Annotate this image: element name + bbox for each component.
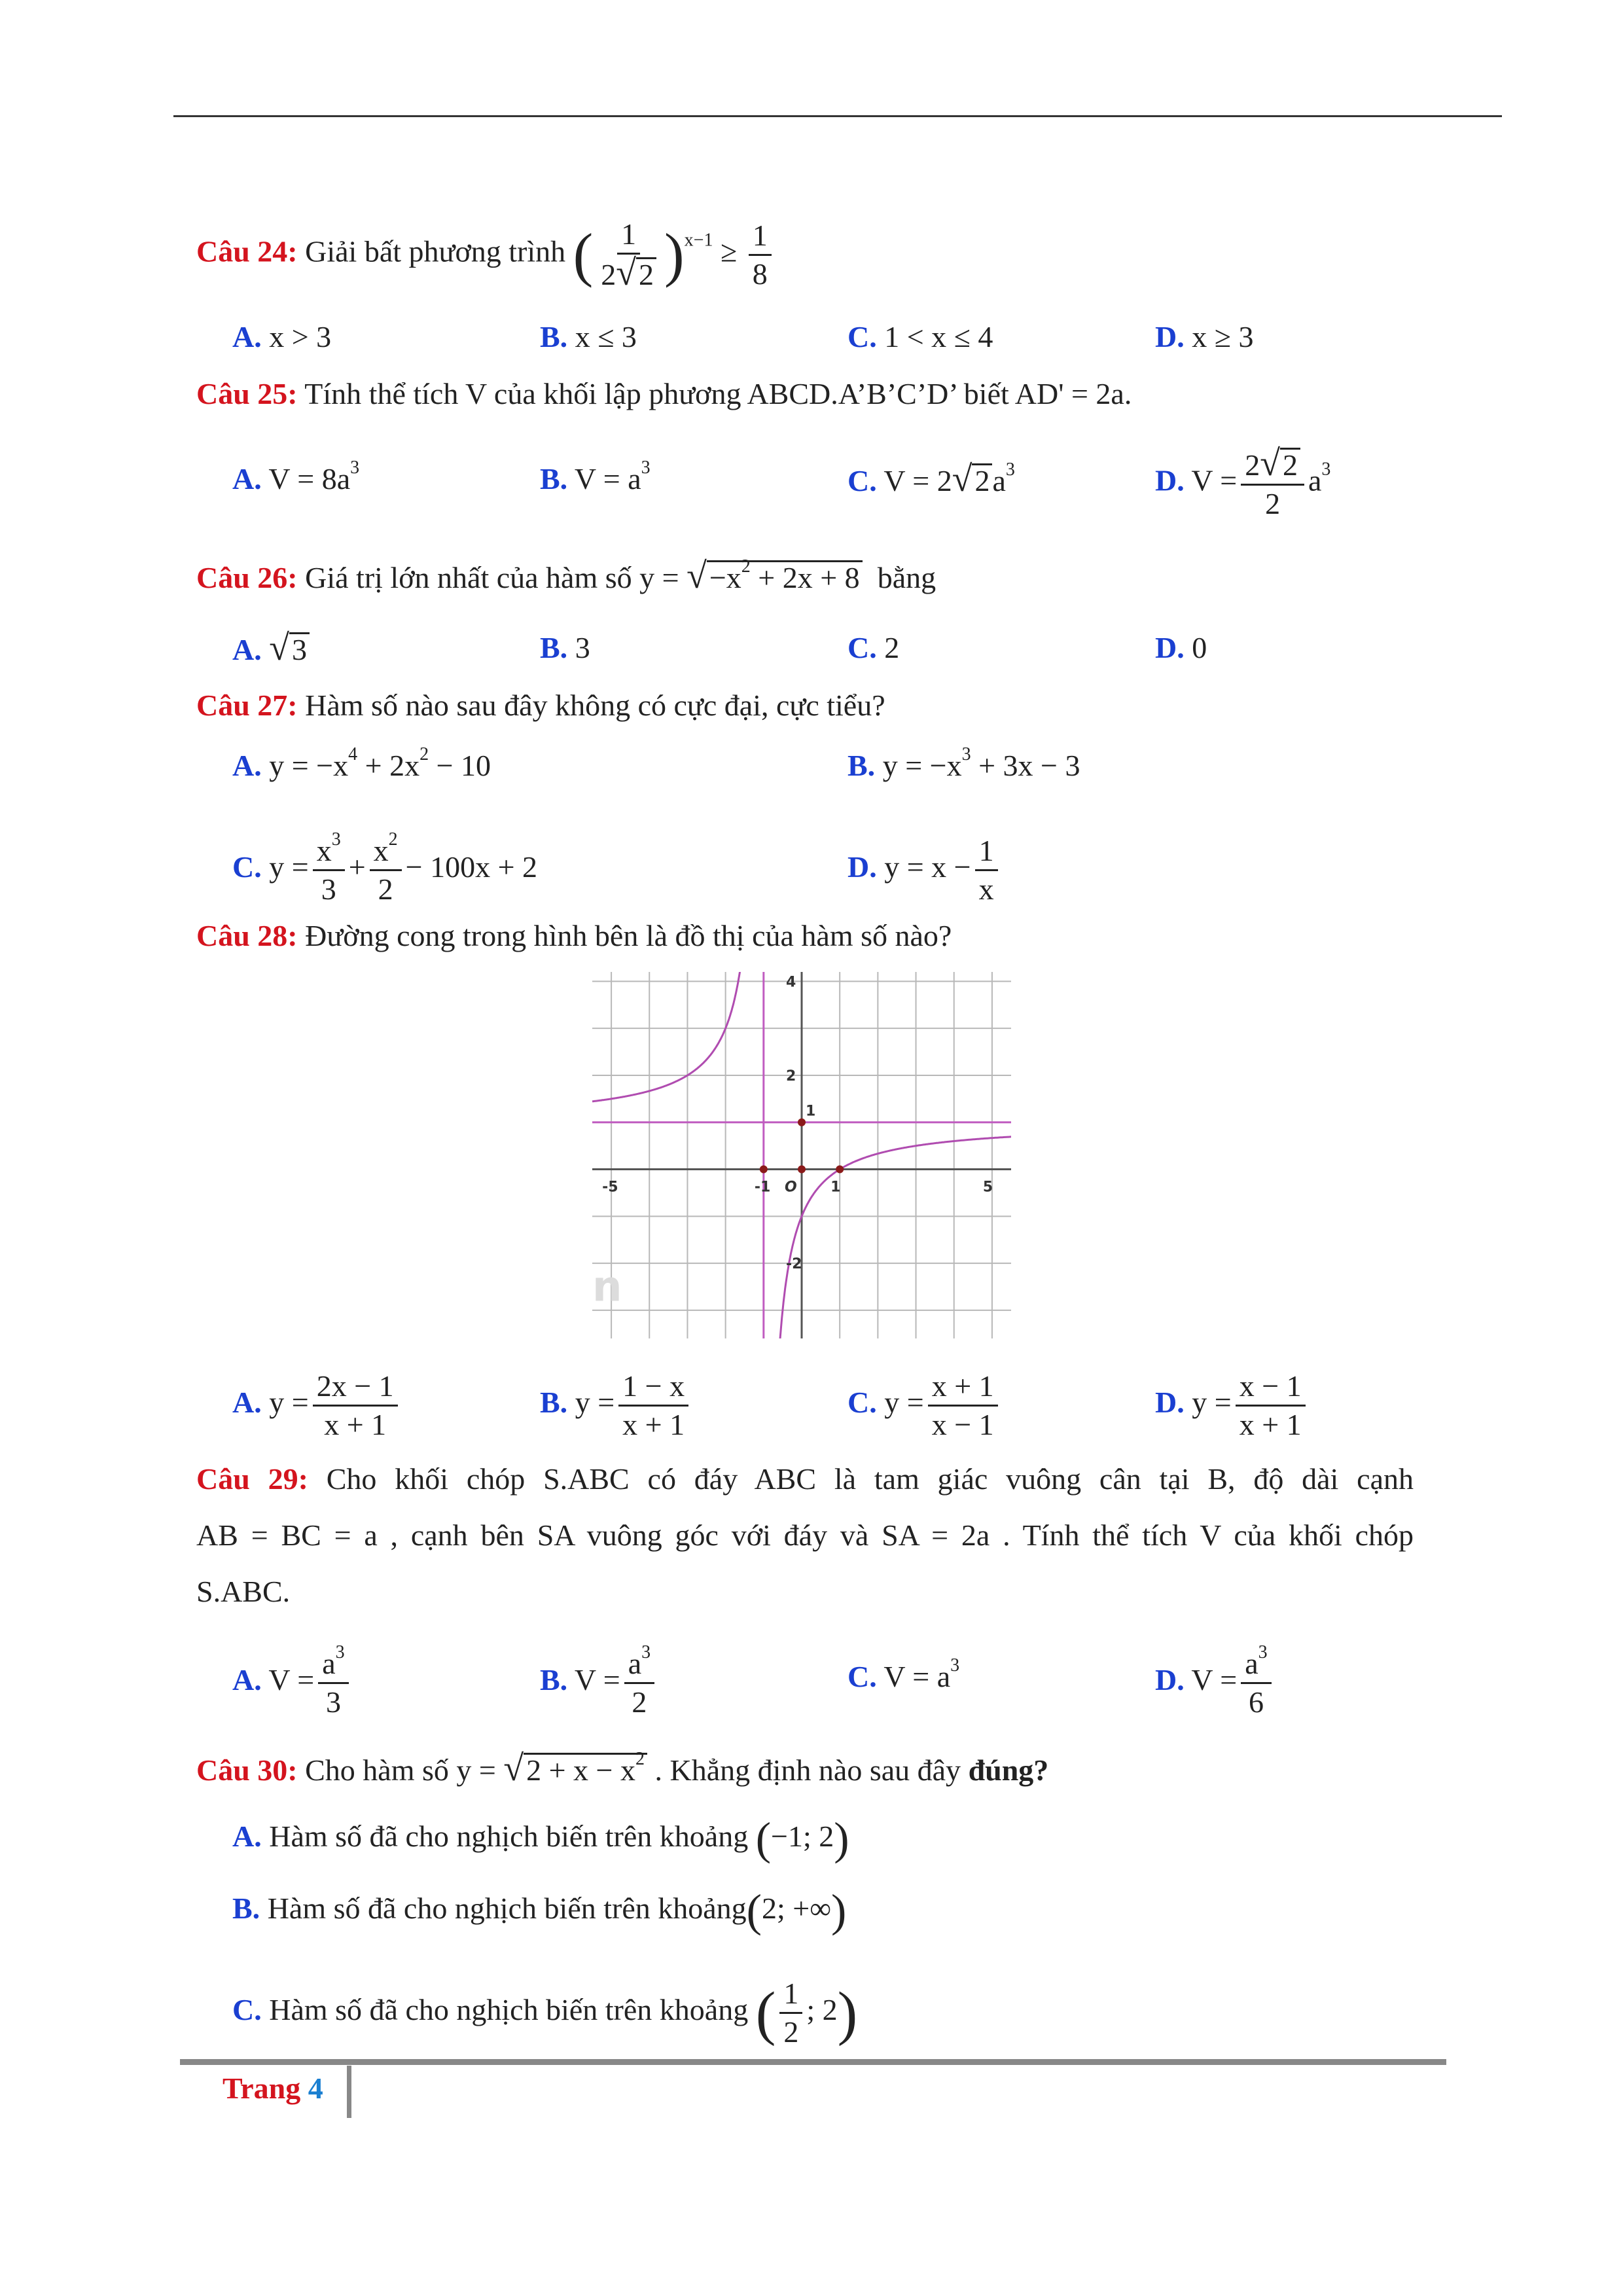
x-tick-label: -1 <box>754 1179 771 1196</box>
option-c[interactable]: C. 2 <box>847 631 900 664</box>
y-tick-label: 2 <box>786 1067 796 1085</box>
option-a[interactable]: A. $y = -x^4 + 2x^2 - 10$ <box>232 744 491 782</box>
radicand: $-x^2 + 2x + 8$ <box>707 560 863 594</box>
option-b[interactable]: B. x ≤ 3 <box>540 320 637 353</box>
question-28 <box>196 916 952 956</box>
option-c[interactable]: C. 1 < x ≤ 4 <box>847 320 993 353</box>
function-lhs: y = <box>639 561 679 594</box>
question-label: Câu 27: <box>196 689 298 722</box>
exponent: x−1 <box>684 230 713 251</box>
footer-divider <box>347 2066 351 2118</box>
question-tail: bằng <box>877 561 936 594</box>
rhs-fraction: $\frac{1}{8}$ <box>749 217 772 293</box>
option-b[interactable]: B. $V = a^3$ <box>540 457 651 495</box>
question-30 <box>196 1749 1048 1790</box>
option-d[interactable]: D. V = $\frac{2√2}{2}$ $a^3$ <box>1155 443 1331 520</box>
question-text: Đường cong trong hình bên là đồ thị của hàm số nào? <box>305 919 952 952</box>
marked-point <box>836 1166 844 1174</box>
sqrt-sign: √ <box>503 1748 524 1789</box>
question-label: Câu 26: <box>196 561 298 594</box>
relation: ≥ <box>720 234 738 268</box>
sqrt-sign: √ <box>687 556 707 596</box>
marked-point <box>760 1166 768 1174</box>
option-d[interactable]: D. 0 <box>1155 631 1207 664</box>
question-27 <box>196 686 885 725</box>
question-26 <box>196 556 936 598</box>
footer-rule <box>180 2059 1446 2065</box>
watermark: n <box>592 1263 622 1312</box>
question-24 <box>196 216 776 293</box>
marked-point <box>798 1119 806 1126</box>
question-label: Câu 28: <box>196 919 298 952</box>
curve-left-branch <box>592 972 745 1102</box>
option-d[interactable]: D. y = x − $\frac{1}{x}$ <box>847 833 1002 908</box>
x-tick-label: -5 <box>602 1179 618 1196</box>
option-b[interactable]: B. y = $\frac{1 - x}{x + 1}$ <box>540 1368 692 1443</box>
option-b[interactable]: B. 3 <box>540 631 590 664</box>
option-c[interactable]: C. y = $\frac{x + 1}{x - 1}$ <box>847 1368 1002 1443</box>
question-label: Câu 24: <box>196 234 298 268</box>
question-text: Tính thể tích V của khối lập phương ABCD.A’B’C’D’ biết <box>304 377 1009 410</box>
function-graph <box>592 972 1011 1338</box>
option-b[interactable]: B. $y = -x^3 + 3x - 3$ <box>847 744 1080 782</box>
question-text: Giá trị lớn nhất của hàm số <box>305 561 632 594</box>
fraction: $\frac{1}{2√2}$ <box>597 216 660 293</box>
option-a[interactable]: A. x > 3 <box>232 320 332 353</box>
y-tick-label: 1 <box>806 1103 816 1120</box>
question-label: Câu 25: <box>196 377 298 410</box>
emphasis: đúng? <box>968 1753 1049 1787</box>
option-a[interactable]: A. V = $\frac{a^3}{3}$ <box>232 1645 353 1721</box>
option-a[interactable]: A. Hàm số đã cho nghịch biến trên khoảng (−1; 2) <box>232 1814 849 1865</box>
question-text: Cho hàm số <box>305 1753 449 1787</box>
question-29-line3: S.ABC. <box>196 1575 291 1608</box>
condition: AD' = 2a <box>1014 377 1124 410</box>
option-b[interactable]: B. Hàm số đã cho nghịch biến trên khoảng(2; +∞) <box>232 1886 847 1937</box>
question-text: Giải bất phương trình <box>305 234 566 268</box>
y-tick-label: -2 <box>786 1256 802 1273</box>
x-tick-label: 5 <box>982 1179 993 1196</box>
option-d[interactable]: D. y = $\frac{x - 1}{x + 1}$ <box>1155 1368 1310 1443</box>
paren-close: ) <box>664 221 685 288</box>
x-tick-label: 1 <box>830 1179 841 1196</box>
option-a[interactable]: A. y = $\frac{2x - 1}{x + 1}$ <box>232 1368 402 1443</box>
header-rule <box>173 115 1502 117</box>
question-label: Câu 30: <box>196 1753 298 1787</box>
question-29-line2: AB = BC = a , cạnh bên SA vuông góc với đáy và SA = 2a . Tính thể tích V của khối chóp <box>196 1518 1414 1552</box>
option-a[interactable]: A. √3 <box>232 628 310 670</box>
option-c[interactable]: C. Hàm số đã cho nghịch biến trên khoảng ( $\frac{1}{2}$ ; 2) <box>232 1977 858 2049</box>
option-c[interactable]: C. $V = a^3$ <box>847 1655 960 1693</box>
marked-point <box>798 1166 806 1174</box>
option-c[interactable]: C. $V = 2√2a^3$ <box>847 459 1015 499</box>
curve-right-branch <box>778 1137 1012 1338</box>
option-b[interactable]: B. V = $\frac{a^3}{2}$ <box>540 1645 658 1721</box>
question-29-line1 <box>196 1460 1414 1499</box>
option-a[interactable]: A. $V = 8a^3$ <box>232 457 360 495</box>
question-text: Hàm số nào sau đây không có cực đại, cực tiểu? <box>305 689 885 722</box>
question-25: Câu 25: Tính thể tích V của khối lập phương ABCD.A’B’C’D’ biết AD' = 2a. <box>196 377 1132 410</box>
page-number: Trang 4 <box>223 2072 323 2105</box>
y-tick-label: 4 <box>786 974 796 991</box>
radicand: $2 + x - x^2$ <box>524 1753 647 1786</box>
x-tick-label: O <box>785 1179 797 1196</box>
paren-open: ( <box>573 221 594 288</box>
question-label: Câu 29: <box>196 1462 308 1496</box>
option-c[interactable]: C. y = $\frac{x^3}{3}$ + $\frac{x^2}{2}$ − 100x + 2 <box>232 829 538 906</box>
option-d[interactable]: D. x ≥ 3 <box>1155 320 1254 353</box>
option-d[interactable]: D. V = $\frac{a^3}{6}$ <box>1155 1645 1275 1721</box>
function-lhs: y = <box>456 1753 496 1787</box>
question-text: Cho khối chóp S.ABC có đáy ABC là tam giác vuông cân tại B, độ dài cạnh <box>326 1462 1414 1496</box>
question-tail: . Khẳng định nào sau đây <box>654 1753 961 1787</box>
